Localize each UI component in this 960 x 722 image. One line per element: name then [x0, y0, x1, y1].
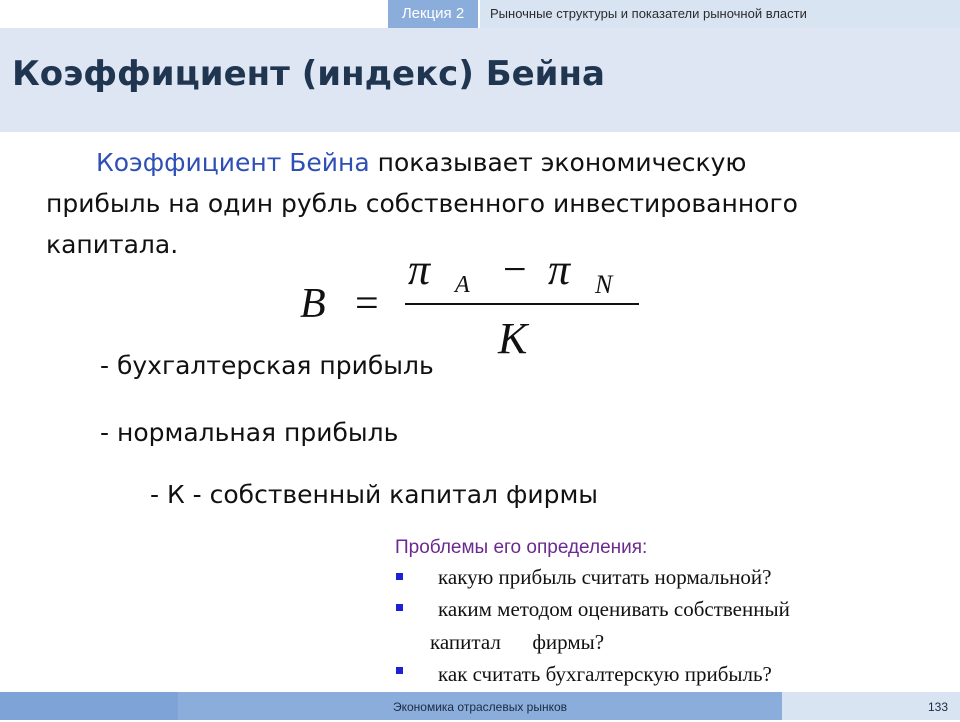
formula-subscript-a: A	[455, 272, 470, 298]
footer-page-number: 133	[782, 692, 960, 720]
square-bullet-icon	[396, 667, 403, 674]
square-bullet-icon	[396, 573, 403, 580]
formula-pi-n: π	[548, 245, 571, 294]
footer-left-block	[0, 692, 178, 720]
problem-item: как считать бухгалтерскую прибыль?	[438, 662, 772, 686]
formula-minus: −	[503, 247, 527, 293]
intro-text-line1: показывает экономическую	[369, 148, 747, 177]
problem-item: какую прибыль считать нормальной?	[438, 565, 772, 589]
lecture-topic: Рыночные структуры и показатели рыночной власти	[480, 0, 960, 28]
problems-heading: Проблемы его определения:	[395, 537, 648, 558]
problem-item: каким методом оценивать собственный	[438, 597, 790, 621]
intro-paragraph	[46, 142, 951, 265]
fraction-bar	[405, 303, 639, 305]
formula-pi-a: π	[408, 245, 431, 294]
intro-text-line3: капитала.	[46, 230, 179, 259]
definition-equity-capital: - К - собственный капитал фирмы	[150, 480, 599, 509]
formula-equals: =	[355, 281, 379, 327]
intro-text-line2: прибыль на один рубль собственного инвестированного	[46, 189, 798, 218]
formula-lhs: B	[300, 281, 326, 327]
formula-denominator: K	[498, 314, 528, 363]
slide-title: Коэффициент (индекс) Бейна	[12, 54, 605, 94]
formula-subscript-n: N	[595, 270, 613, 299]
intro-term: Коэффициент Бейна	[96, 148, 370, 177]
definition-normal-profit: - нормальная прибыль	[100, 418, 399, 447]
square-bullet-icon	[396, 604, 403, 611]
slide-header	[0, 0, 960, 28]
footer-course: Экономика отраслевых рынков	[178, 692, 782, 720]
lecture-label: Лекция 2	[388, 0, 478, 28]
definition-accounting-profit: - бухгалтерская прибыль	[100, 351, 434, 380]
problem-item-continuation: капитал фирмы?	[430, 630, 605, 654]
